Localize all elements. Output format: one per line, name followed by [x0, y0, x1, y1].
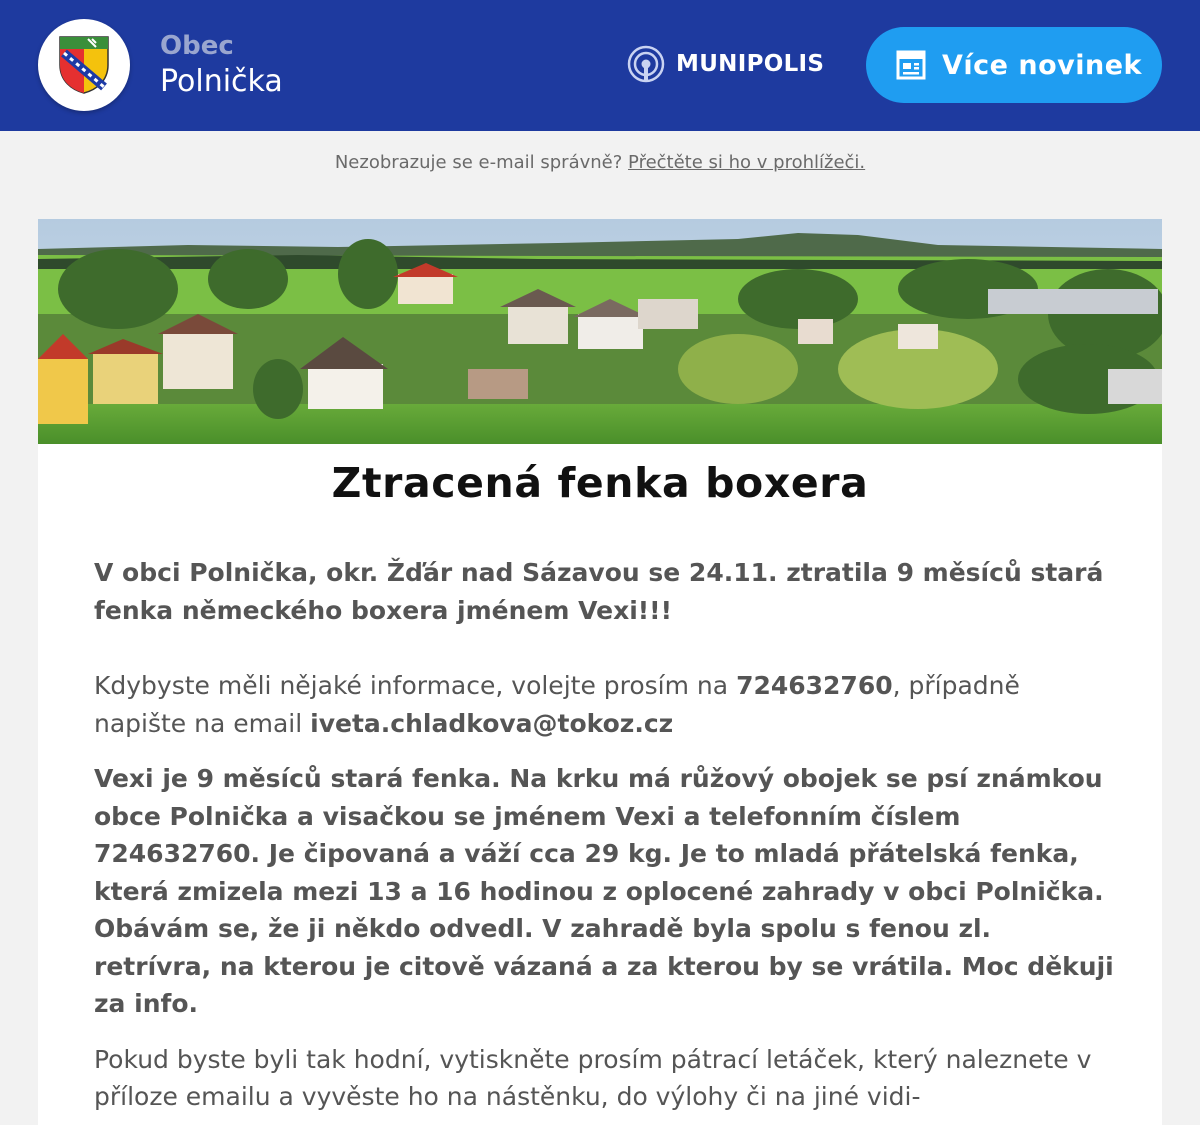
article-body [94, 554, 1114, 1116]
article-title: Ztracená fenka boxera [331, 459, 869, 507]
view-in-browser-link[interactable]: Přečtěte si ho v prohlížeči. [628, 152, 866, 173]
header-bar [0, 0, 1200, 131]
contact-phone[interactable]: 724632760 [736, 671, 893, 700]
newspaper-icon [896, 50, 926, 80]
dog-description: Vexi je 9 měsíců stará fenka. Na krku má růžový obojek se psí známkou obce Polnička a visačkou se jménem Vexi a telefonním číslem 724632760. Je čipovaná a váží cca 29 kg. Je to mladá přátelská fenka, která zmizela mezi 13 a 16 hodinou z oplocené zahrady v obci Polnička. Obávám se, že ji někdo odvedl. V zahradě byla spolu s fenou zl. retrívra, na kterou je citově vázaná a za kterou by se vrátila. Moc děkuji za info. [94, 764, 1114, 1018]
munipolis-logo-icon [626, 44, 666, 84]
article-lead: V obci Polnička, okr. Žďár nad Sázavou se 24.11. ztratila 9 měsíců stará fenka německého boxera jménem Vexi!!! [94, 558, 1104, 625]
village-landscape-image [38, 219, 1162, 444]
more-news-label: Více novinek [942, 49, 1142, 81]
munipolis-brand[interactable] [626, 44, 824, 84]
coat-of-arms-icon [58, 35, 110, 95]
article-card [38, 219, 1162, 1125]
more-news-button[interactable] [866, 27, 1162, 103]
contact-intro-text: Kdybyste měli nějaké informace, volejte prosím na [94, 671, 729, 700]
flyer-request-paragraph: Pokud byste byli tak hodní, vytiskněte prosím pátrací letáček, který naleznete v příloze emailu a vyvěste ho na nástěnku, do výlohy či na jiné vidi- [94, 1044, 1092, 1111]
preheader-notice [0, 152, 1200, 173]
municipality-type-label: Obec [160, 31, 234, 61]
preheader-text: Nezobrazuje se e-mail správně? [334, 152, 623, 173]
contact-email[interactable]: iveta.chladkova@tokoz.cz [310, 708, 674, 738]
town-name: Polnička [160, 64, 283, 99]
contact-paragraph [94, 667, 1114, 742]
munipolis-label: MUNIPOLIS [676, 51, 825, 77]
contact-middle-text: , případně napište na email [94, 671, 1020, 738]
coat-of-arms-logo[interactable] [38, 19, 130, 111]
village-hero-image [38, 219, 1162, 444]
